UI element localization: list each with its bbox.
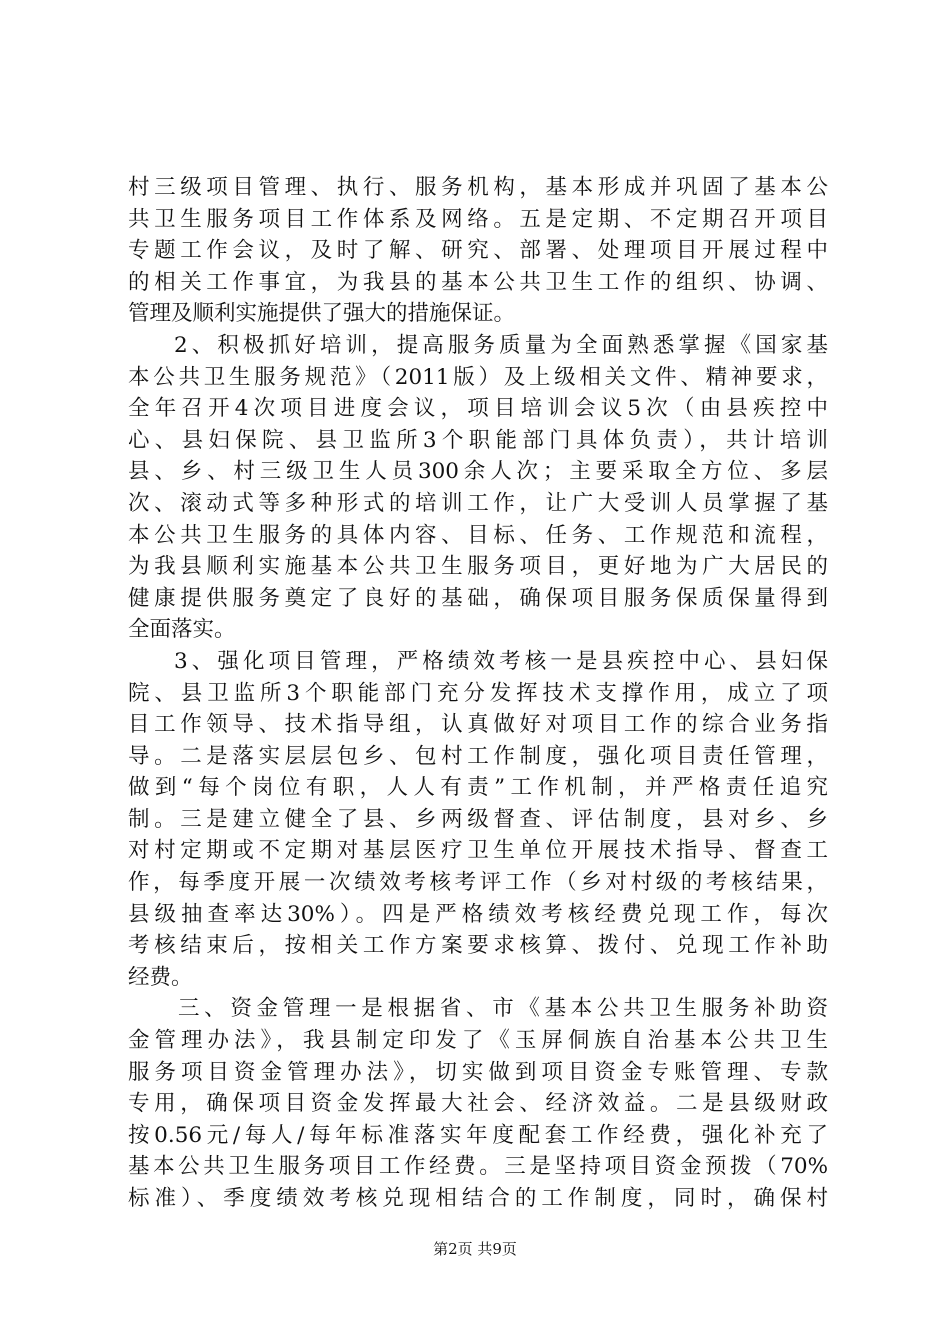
text-line: 基本公共卫生服务项目工作经费。三是坚持项目资金预拨（70% [128,1154,828,1180]
text-line: 心、县妇保院、县卫监所3个职能部门具体负责），共计培训 [128,427,828,453]
text-line: 服务项目资金管理办法》，切实做到项目资金专账管理、专款 [128,1059,828,1085]
text-line: 共卫生服务项目工作体系及网络。五是定期、不定期召开项目 [128,206,828,232]
text-line: 作，每季度开展一次绩效考核考评工作（乡对村级的考核结果， [128,870,828,896]
text-line: 全年召开4次项目进度会议，项目培训会议5次（由县疾控中 [128,396,828,422]
text-line: 本公共卫生服务的具体内容、目标、任务、工作规范和流程， [128,522,828,548]
text-line: 全面落实。 [128,617,236,643]
text-line: 为我县顺利实施基本公共卫生服务项目，更好地为广大居民的 [128,554,828,580]
text-line: 做到“每个岗位有职，人人有责”工作机制，并严格责任追究 [128,775,828,801]
text-line: 对村定期或不定期对基层医疗卫生单位开展技术指导、督查工 [128,838,828,864]
text-line: 管理及顺利实施提供了强大的措施保证。 [128,301,516,327]
text-line: 经费。 [128,964,193,990]
page-footer: 第2页 共9页 [433,1240,517,1258]
text-line: 目工作领导、技术指导组，认真做好对项目工作的综合业务指 [128,712,828,738]
text-line: 标准）、季度绩效考核兑现相结合的工作制度，同时，确保村 [128,1186,828,1211]
text-line: 本公共卫生服务规范》（2011版）及上级相关文件、精神要求， [128,364,828,390]
text-line: 县级抽查率达30%）。四是严格绩效考核经费兑现工作，每次 [128,901,828,927]
text-line: 次、滚动式等多种形式的培训工作，让广大受训人员掌握了基 [128,490,828,516]
text-line: 健康提供服务奠定了良好的基础，确保项目服务保质保量得到 [128,585,828,611]
text-line: 金管理办法》，我县制定印发了《玉屏侗族自治基本公共卫生 [128,1028,828,1054]
text-line: 制。三是建立健全了县、乡两级督查、评估制度，县对乡、乡 [128,806,828,832]
text-line: 专题工作会议，及时了解、研究、部署、处理项目开展过程中 [128,238,828,264]
text-line: 县、乡、村三级卫生人员300余人次；主要采取全方位、多层 [128,459,828,485]
text-line: 院、县卫监所3个职能部门充分发挥技术支撑作用，成立了项 [128,680,828,706]
text-line: 村三级项目管理、执行、服务机构，基本形成并巩固了基本公 [128,175,828,200]
text-line: 的相关工作事宜，为我县的基本公共卫生工作的组织、协调、 [128,269,828,295]
text-line: 专用，确保项目资金发挥最大社会、经济效益。二是县级财政 [128,1091,828,1117]
text-line: 三、资金管理一是根据省、市《基本公共卫生服务补助资 [178,996,828,1022]
text-line: 考核结束后，按相关工作方案要求核算、拨付、兑现工作补助 [128,933,828,959]
text-line: 2、积极抓好培训，提高服务质量为全面熟悉掌握《国家基 [174,332,828,358]
document-body [128,172,828,1215]
text-line: 导。二是落实层层包乡、包村工作制度，强化项目责任管理， [128,743,828,769]
text-line: 按0.56元/每人/每年标准落实年度配套工作经费，强化补充了 [128,1122,828,1148]
text-line: 3、强化项目管理，严格绩效考核一是县疾控中心、县妇保 [174,648,828,674]
